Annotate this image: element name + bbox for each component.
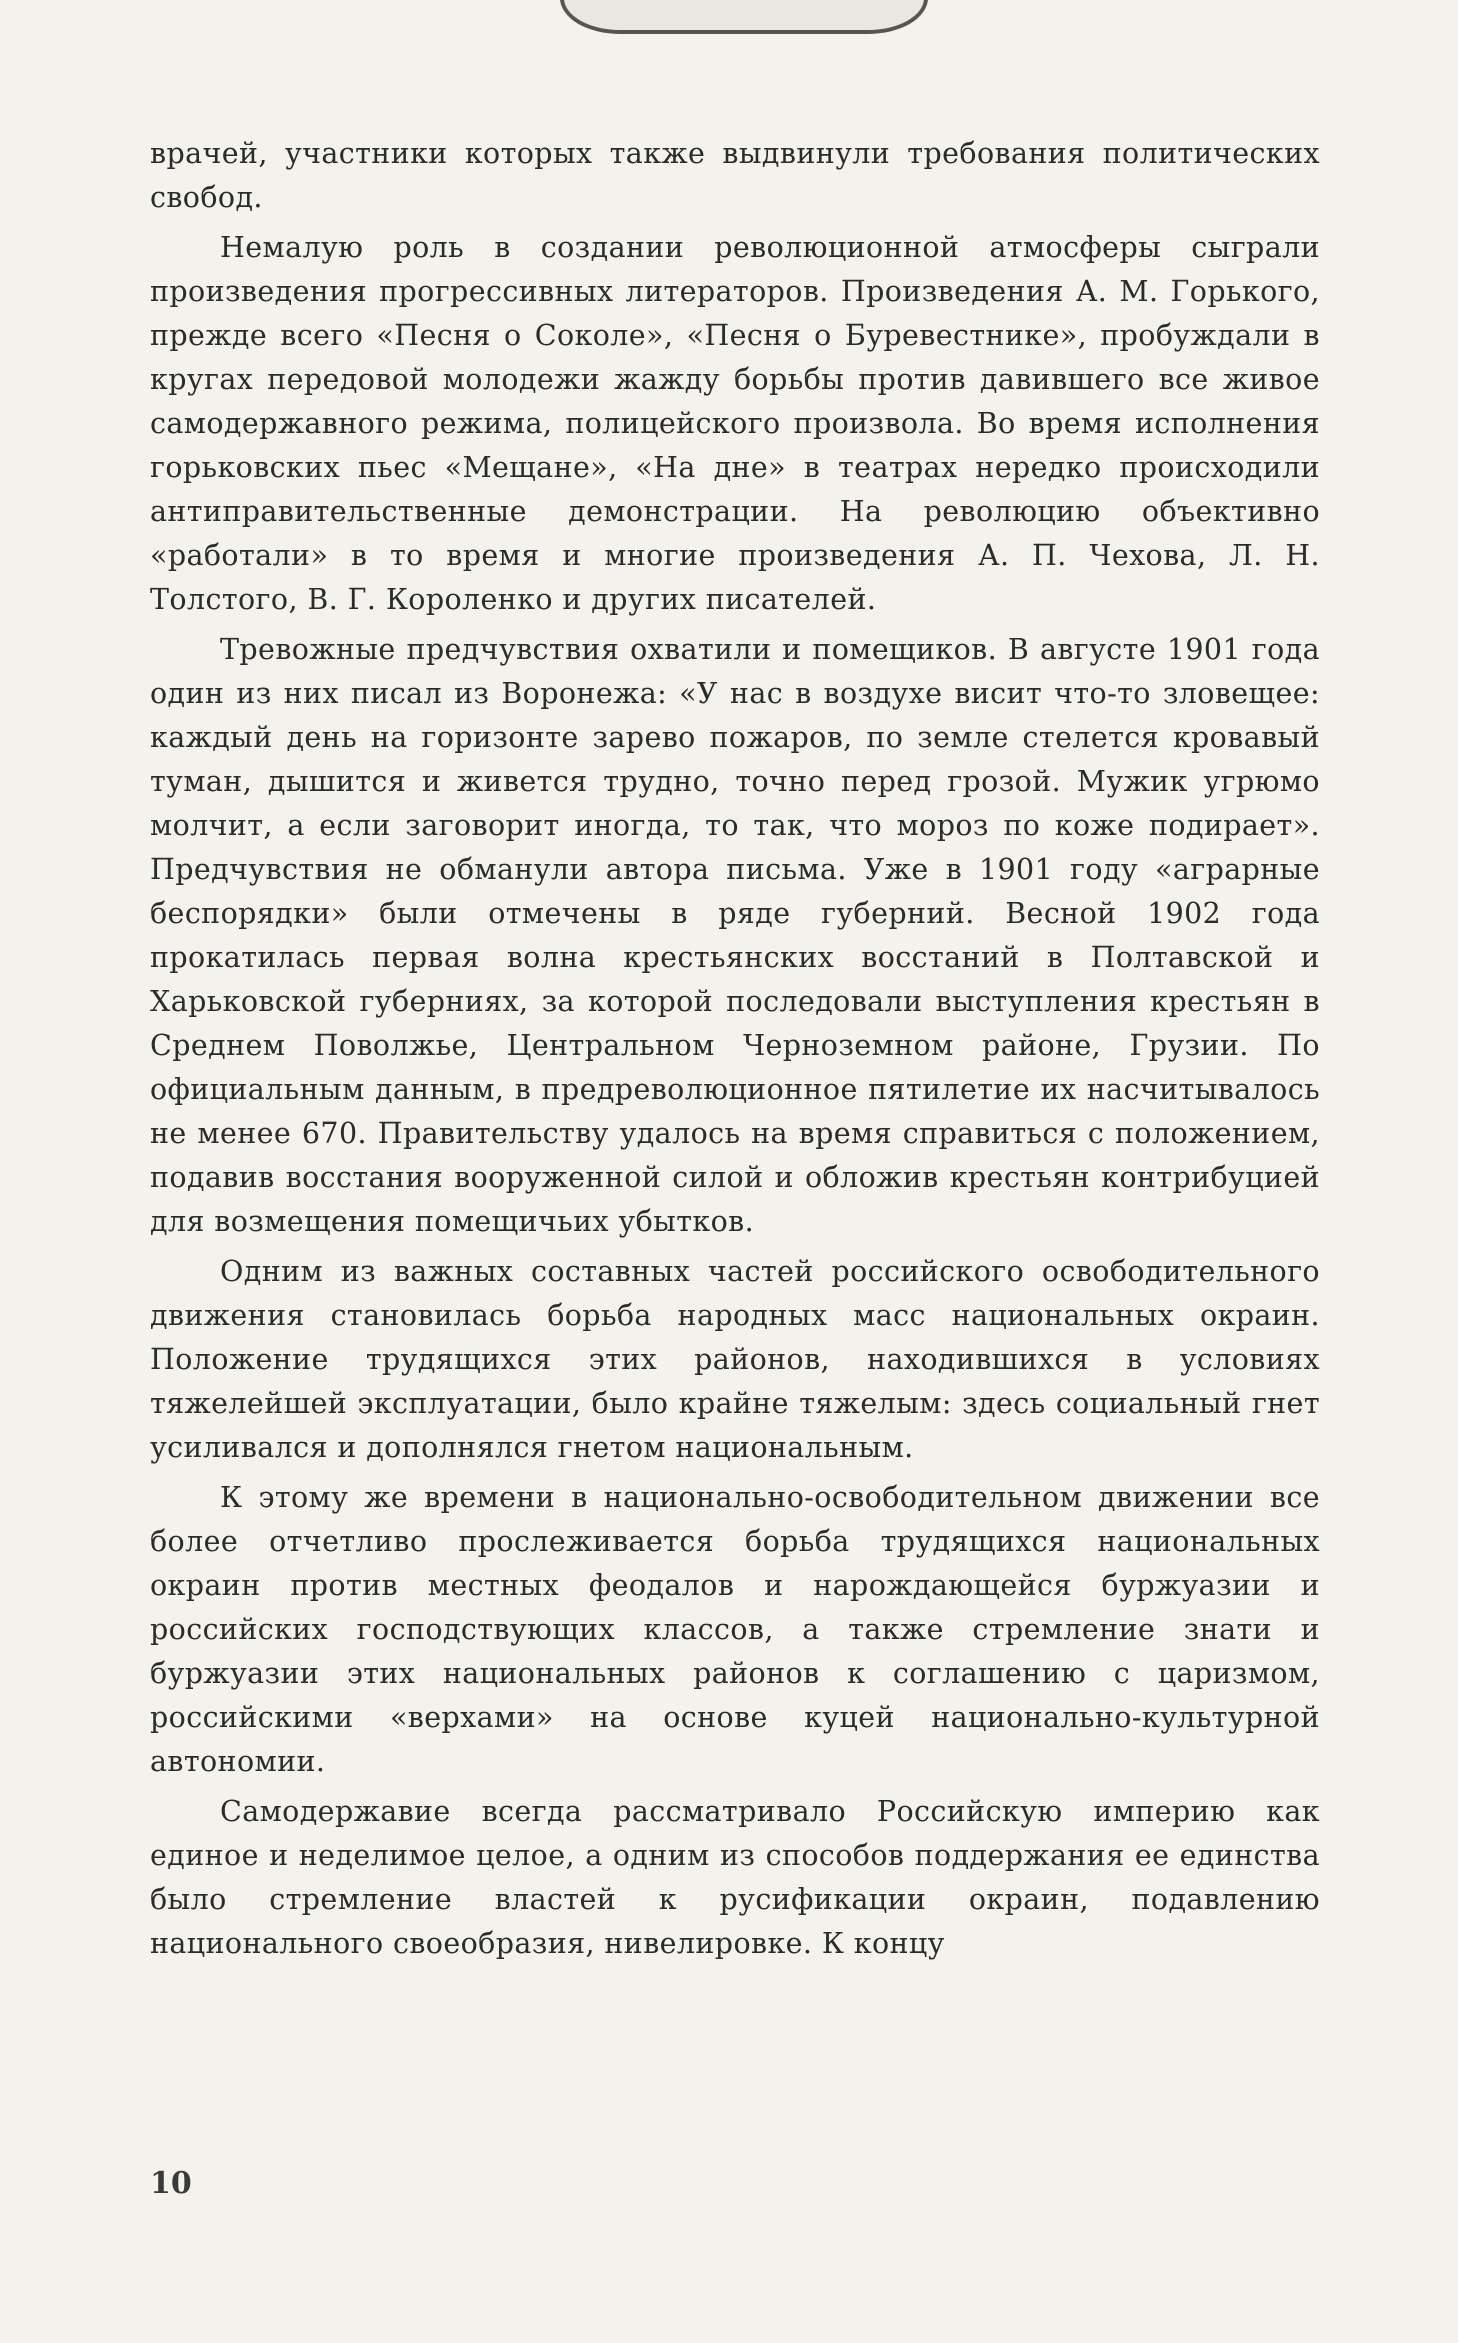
paragraph-4: Одним из важных составных частей российского освободительного движения становилась борьба народных масс национальных окраин. Положение трудящихся этих районов, находившихся в условиях тяжелейшей эксплуатации, было крайне тяжелым: здесь социальный гнет усиливался и дополнялся гнетом национальным. [150,1255,1320,1464]
paragraph-2: Немалую роль в создании революционной атмосферы сыграли произведения прогрессивных литераторов. Произведения А. М. Горького, прежде всего «Песня о Соколе», «Песня о Буревестнике», пробуждали в кругах передовой молодежи жажду борьбы против давившего все живое самодержавного режима, полицейского произвола. Во время исполнения горьковских пьес «Мещане», «На дне» в театрах нередко происходили антиправительственные демонстрации. На революцию объективно «работали» в то время и многие произведения А. П. Чехова, Л. Н. Толстого, В. Г. Короленко и других писателей. [150,231,1320,616]
page-number: 10 [150,2166,192,2201]
paragraph-5: К этому же времени в национально-освободительном движении все более отчетливо прослеживается борьба трудящихся национальных окраин против местных феодалов и нарождающейся буржуазии и российских господствующих классов, а также стремление знати и буржуазии этих национальных районов к соглашению с царизмом, российскими «верхами» на основе куцей национально-культурной автономии. [150,1481,1320,1778]
page-text [150,132,1320,1972]
paragraph-1: врачей, участники которых также выдвинули требования политических свобод. [150,137,1320,214]
paragraph-3: Тревожные предчувствия охватили и помещиков. В августе 1901 года один из них писал из Воронежа: «У нас в воздухе висит что-то зловещее: каждый день на горизонте зарево пожаров, по земле стелется кровавый туман, дышится и живется трудно, точно перед грозой. Мужик угрюмо молчит, а если заговорит иногда, то так, что мороз по коже подирает». Предчувствия не обманули автора письма. Уже в 1901 году «аграрные беспорядки» были отмечены в ряде губерний. Весной 1902 года прокатилась первая волна крестьянских восстаний в Полтавской и Харьковской губерниях, за которой последовали выступления крестьян в Среднем Поволжье, Центральном Черноземном районе, Грузии. По официальным данным, в предреволюционное пятилетие их насчитывалось не менее 670. Правительству удалось на время справиться с положением, подавив восстания вооруженной силой и обложив крестьян контрибуцией для возмещения помещичьих убытков. [150,633,1320,1238]
paragraph-6: Самодержавие всегда рассматривало Российскую империю как единое и неделимое целое, а одним из способов поддержания ее единства было стремление властей к русификации окраин, подавлению национального своеобразия, нивелировке. К концу [150,1795,1320,1960]
scan-edge-artifact [560,0,928,34]
